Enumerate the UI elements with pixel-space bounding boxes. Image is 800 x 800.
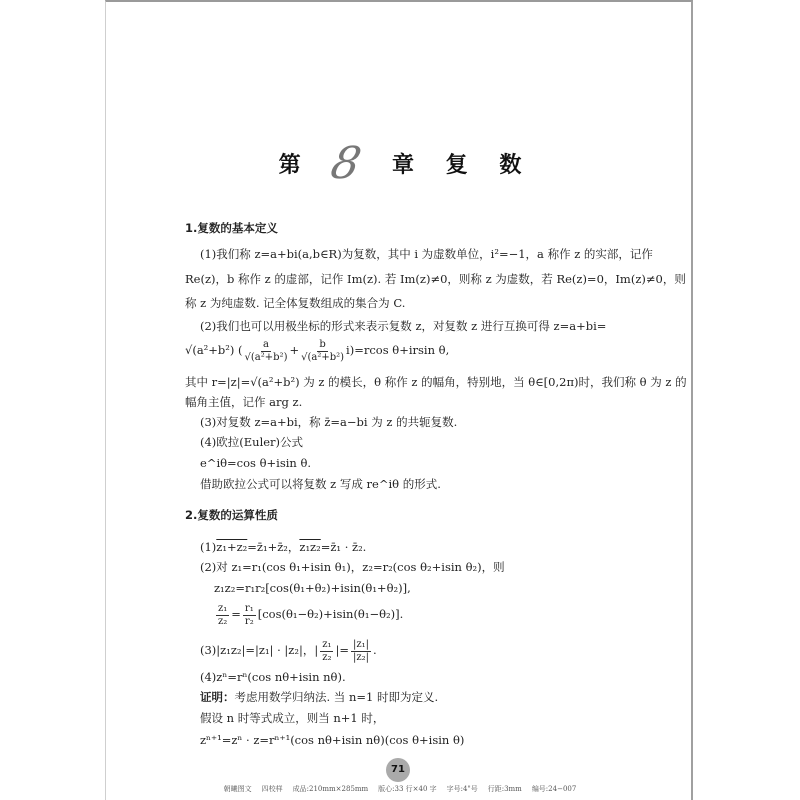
denominator: |z₂| (353, 651, 370, 663)
footer-item: 编号:24−007 (531, 785, 577, 793)
numerator: z₁ (218, 602, 228, 614)
formula-part: [cos(θ₁−θ₂)+isin(θ₁−θ₂)]. (257, 607, 404, 621)
formula-part: z₁+z₂ (216, 540, 248, 554)
proof-line (200, 690, 438, 704)
text-line: 假设 n 时等式成立，则当 n+1 时， (200, 711, 385, 725)
denominator: √(a²+b²) (301, 351, 345, 363)
numerator: |z₁| (353, 638, 370, 650)
fraction (216, 603, 229, 628)
fraction (320, 639, 333, 664)
footer-item: 版心:33 行×40 字 (378, 785, 437, 793)
fraction (351, 639, 371, 664)
product-formula: z₁z₂=r₁r₂[cos(θ₁+θ₂)+isin(θ₁+θ₂)], (214, 581, 411, 595)
chapter-title-2: 数 (499, 153, 522, 178)
formula-part: + (289, 343, 300, 357)
text-line: 其中 r=|z|=√(a²+b²) 为 z 的模长，θ 称作 z 的幅角，特别地，当 θ∈[0,2π)时，我们称 θ 为 z 的 (185, 375, 687, 389)
text-line: (3)对复数 z=a+bi，称 z̄=a−bi 为 z 的共轭复数. (200, 415, 458, 429)
fraction (245, 339, 288, 364)
text-line: 幅角主值，记作 arg z. (185, 395, 303, 409)
footer-item: 朝曦图文 (223, 785, 252, 793)
section-heading-2: 2.复数的运算性质 (185, 508, 278, 522)
numerator: r₁ (244, 602, 254, 614)
text-line: Re(z)，b 称作 z 的虚部，记作 Im(z). 若 Im(z)≠0，则称 z 为虚数，若 Re(z)=0，Im(z)≠0，则 (185, 272, 686, 286)
formula-part: (1) (200, 540, 217, 554)
formula-part: = (231, 607, 241, 621)
numerator: z₁ (322, 638, 332, 650)
formula-part: (3)|z₁z₂|=|z₁| · |z₂|，| (200, 643, 319, 657)
formula-part: =z̄₁ · z̄₂. (320, 540, 367, 554)
text-line: (2)对 z₁=r₁(cos θ₁+isin θ₁)，z₂=r₂(cos θ₂+isin θ₂)，则 (200, 560, 505, 574)
footer-item: 成品:210mm×285mm (292, 785, 369, 793)
quotient-formula (214, 600, 403, 628)
section-heading-1: 1.复数的基本定义 (185, 221, 278, 235)
numerator: b (319, 338, 326, 350)
footer-item: 四校样 (261, 785, 283, 793)
footer-item: 字号:4"号 (446, 785, 478, 793)
de-moivre-formula: (4)zⁿ=rⁿ(cos nθ+isin nθ). (200, 670, 346, 684)
fraction (301, 339, 344, 364)
formula-part: . (373, 643, 377, 657)
text-line: zⁿ⁺¹=zⁿ · z=rⁿ⁺¹(cos nθ+isin nθ)(cos θ+isin θ) (200, 733, 465, 747)
page-number: 71 (386, 758, 410, 782)
text-line: (1)我们称 z=a+bi(a,b∈R)为复数，其中 i 为虚数单位，i²=−1，a 称作 z 的实部，记作 (200, 247, 653, 261)
chapter-title (0, 138, 800, 189)
euler-formula: e^iθ=cos θ+isin θ. (200, 456, 312, 470)
text-line: 称 z 为纯虚数. 记全体复数组成的集合为 C. (185, 296, 406, 310)
formula-part: √(a²+b²) ( (185, 343, 243, 357)
modulus-formula (200, 636, 377, 664)
numerator: a (263, 338, 269, 350)
formula-part: |= (335, 643, 349, 657)
denominator: z₂ (322, 651, 332, 663)
chapter-prefix: 第 (278, 153, 301, 178)
conjugate-properties (200, 540, 366, 554)
chapter-number: 8 (326, 138, 366, 189)
text-line: 借助欧拉公式可以将复数 z 写成 re^iθ 的形式. (200, 477, 441, 491)
polar-formula (185, 336, 449, 364)
proof-text: 考虑用数学归纳法. 当 n=1 时即为定义. (234, 690, 439, 704)
proof-label: 证明： (200, 690, 235, 704)
chapter-suffix: 章 (391, 153, 414, 178)
print-info-footer (0, 784, 800, 794)
formula-part: i)=rcos θ+irsin θ, (346, 343, 450, 357)
denominator: z₂ (218, 615, 228, 627)
denominator: √(a²+b²) (244, 351, 288, 363)
footer-item: 行距:3mm (487, 785, 522, 793)
chapter-title-1: 复 (445, 153, 468, 178)
text-line: (2)我们也可以用极坐标的形式来表示复数 z，对复数 z 进行互换可得 z=a+bi= (200, 319, 607, 333)
denominator: r₂ (244, 615, 254, 627)
formula-part: =z̄₁+z̄₂， (247, 540, 300, 554)
formula-part: z₁z₂ (299, 540, 321, 554)
fraction (243, 603, 256, 628)
text-line: (4)欧拉(Euler)公式 (200, 435, 304, 449)
